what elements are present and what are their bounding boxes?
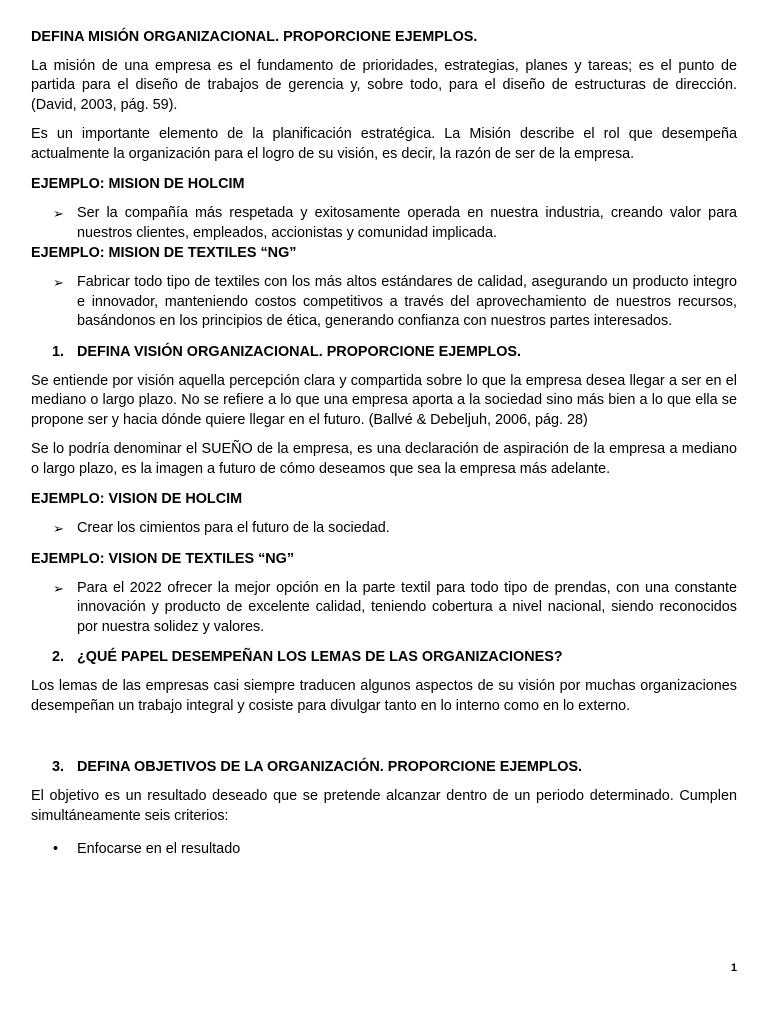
list-item-text: Crear los cimientos para el futuro de la sociedad.	[77, 520, 390, 537]
arrow-bullet-icon: ➢	[53, 580, 64, 596]
section-number: 1.	[52, 344, 65, 360]
heading-objetivos	[31, 757, 737, 777]
heading-example-vision-ng: EJEMPLO: VISION DE TEXTILES “NG”	[31, 550, 295, 567]
paragraph-lemas: Los lemas de las empresas casi siempre traducen algunos aspectos de su visión por muchas organizaciones desempeñan un trabajo integral y cosiste para divulgar tanto en lo interno como en lo externo.	[31, 678, 737, 714]
list-item-mision-holcim	[31, 204, 737, 243]
arrow-bullet-icon: ➢	[53, 206, 64, 222]
heading-example-vision-holcim: EJEMPLO: VISION DE HOLCIM	[31, 491, 243, 508]
list-item-text: Ser la compañía más respetada y exitosamente operada en nuestra industria, creando valor para nuestros clientes, empleados, accionistas y comunidad implicada.	[77, 205, 737, 241]
heading-text: DEFINA OBJETIVOS DE LA ORGANIZACIÓN. PROPORCIONE EJEMPLOS.	[77, 759, 583, 776]
list-item-vision-ng	[31, 579, 737, 638]
bullet-icon: •	[53, 841, 59, 858]
heading-lemas	[31, 647, 737, 667]
heading-mision: DEFINA MISIÓN ORGANIZACIONAL. PROPORCIONE EJEMPLOS.	[31, 29, 478, 45]
list-item-mision-ng	[31, 273, 737, 332]
heading-text: ¿QUÉ PAPEL DESEMPEÑAN LOS LEMAS DE LAS ORGANIZACIONES?	[77, 649, 563, 666]
list-item-text: Fabricar todo tipo de textiles con los más altos estándares de calidad, asegurando un producto integro e innovador, manteniendo costos competitivos a través del aprovechamiento de nuestros recursos, basándonos en los principios de ética, generando confianza con nuestros partes interesados.	[77, 274, 737, 330]
arrow-bullet-icon: ➢	[53, 521, 64, 537]
paragraph-mision-definition: La misión de una empresa es el fundamento de prioridades, estrategias, planes y tareas; es el punto de partida para el diseño de trabajos de gerencia y, sobre todo, para el diseño de estructuras de dirección. (David, 2003, pág. 59).	[31, 58, 737, 113]
paragraph-mision-role: Es un importante elemento de la planificación estratégica. La Misión describe el rol que desempeña actualmente la organización para el logro de su visión, es decir, la razón de ser de la empresa.	[31, 126, 737, 162]
section-number: 3.	[52, 759, 65, 776]
heading-vision	[31, 342, 737, 362]
section-number: 2.	[52, 649, 65, 666]
paragraph-vision-definition: Se entiende por visión aquella percepción clara y compartida sobre lo que la empresa desea llegar a ser en el mediano o largo plazo. No se refiere a lo que una empresa aporta a la sociedad sino más bien a lo que ella se propone ser y hacia dónde quiere llegar en el futuro. (Ballvé & Debeljuh, 2006, pág. 28)	[31, 373, 737, 428]
heading-example-mision-holcim: EJEMPLO: MISION DE HOLCIM	[31, 176, 245, 193]
paragraph-objetivos: El objetivo es un resultado deseado que se pretende alcanzar dentro de un periodo determinado. Cumplen simultáneamente seis criterios:	[31, 788, 737, 824]
list-item-text: Para el 2022 ofrecer la mejor opción en la parte textil para todo tipo de prendas, con una constante innovación y producto de excelente calidad, teniendo cobertura a nivel nacional, siendo reconocidos por nuestra solidez y valores.	[77, 579, 737, 635]
page-number: 1	[730, 962, 737, 974]
heading-text: DEFINA VISIÓN ORGANIZACIONAL. PROPORCIONE EJEMPLOS.	[77, 344, 522, 360]
paragraph-vision-dream: Se lo podría denominar el SUEÑO de la empresa, es una declaración de aspiración de la empresa a mediano o largo plazo, es la imagen a futuro de cómo deseamos que sea la empresa más adelante.	[31, 441, 737, 477]
list-item-text: Enfocarse en el resultado	[77, 841, 241, 858]
arrow-bullet-icon: ➢	[53, 275, 64, 291]
heading-example-mision-ng: EJEMPLO: MISION DE TEXTILES “NG”	[31, 245, 297, 262]
page-content	[31, 22, 737, 859]
list-item-vision-holcim	[31, 519, 737, 539]
list-item-objetivos-1	[31, 839, 737, 859]
